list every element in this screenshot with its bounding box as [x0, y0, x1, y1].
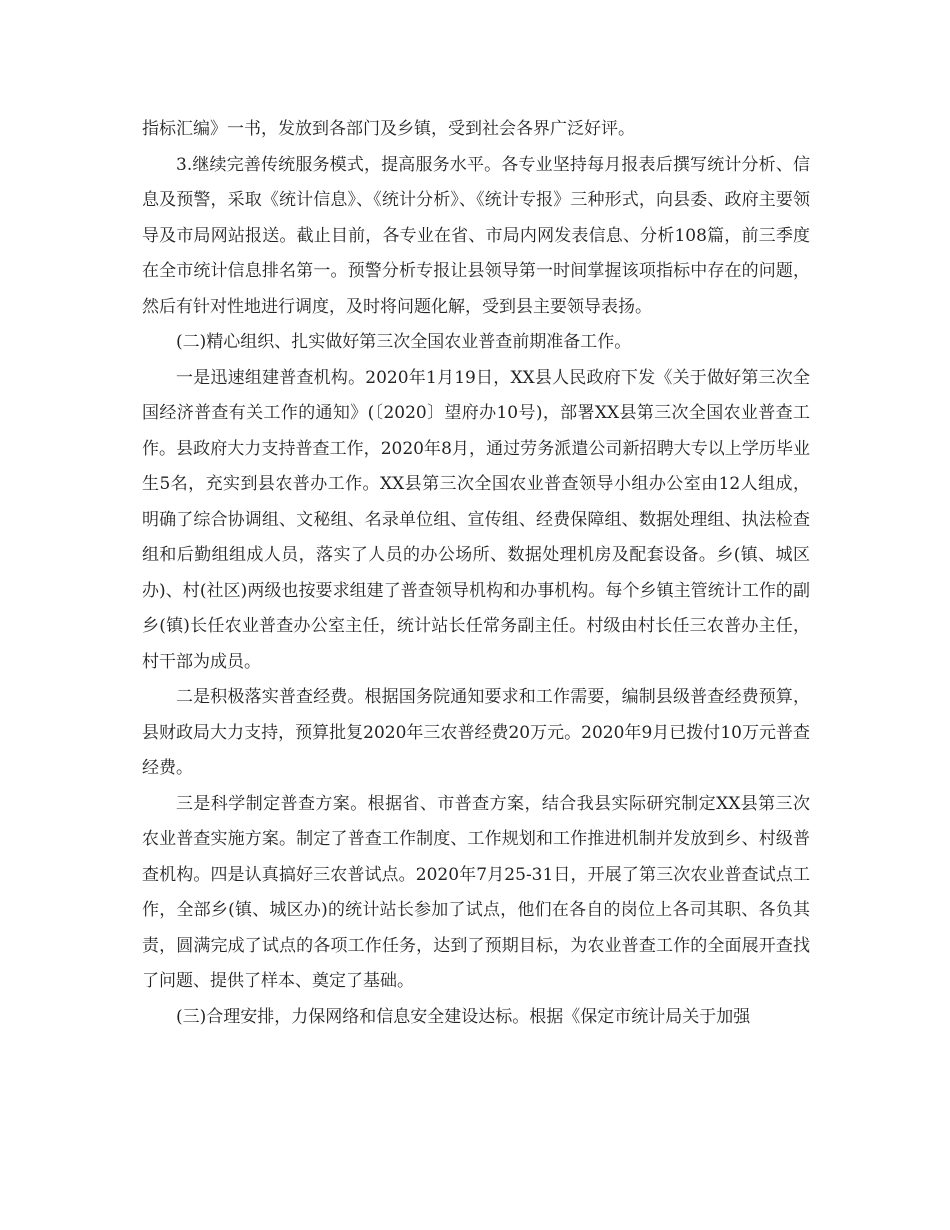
- section-heading-3: (三)合理安排，力保网络和信息安全建设达标。根据《保定市统计局关于加强: [176, 1006, 751, 1027]
- section-heading-2: (二)精心组织、扎实做好第三次全国农业普查前期准备工作。: [176, 332, 632, 352]
- document-body: [142, 112, 810, 1035]
- paragraph-census-plan: 三是科学制定普查方案。根据省、市普查方案，结合我县实际研究制定XX县第三次农业普查实施方案。制定了普查工作制度、工作规划和工作推进机制并发放到乡、村级普查机构。四是认真搞好三农普试点。2020年7月25-31日，开展了第三次农业普查试点工作，全部乡(镇、城区办)的统计站长参加了试点，他们在各自的岗位上各司其职、各负其责，圆满完成了试点的各项工作任务，达到了预期目标，为农业普查工作的全面展开查找了问题、提供了样本、奠定了基础。: [142, 793, 810, 991]
- paragraph-continuation: 指标汇编》一书，发放到各部门及乡镇，受到社会各界广泛好评。: [142, 119, 635, 139]
- paragraph-census-funding: 二是积极落实普查经费。根据国务院通知要求和工作需要，编制县级普查经费预算，县财政局大力支持，预算批复2020年三农普经费20万元。2020年9月已拨付10万元普查经费。: [142, 687, 810, 778]
- paragraph-census-agency: 一是迅速组建普查机构。2020年1月19日，XX县人民政府下发《关于做好第三次全国经济普查有关工作的通知》(〔2020〕望府办10号)，部署XX县第三次全国农业普查工作。县政府大力支持普查工作，2020年8月，通过劳务派遣公司新招聘大专以上学历毕业生5名，充实到县农普办工作。XX县第三次全国农业普查领导小组办公室由12人组成，明确了综合协调组、文秘组、名录单位组、宣传组、经费保障组、数据处理组、执法检查组和后勤组组成人员，落实了人员的办公场所、数据处理机房及配套设备。乡(镇、城区办)、村(社区)两级也按要求组建了普查领导机构和办事机构。每个乡镇主管统计工作的副乡(镇)长任农业普查办公室主任，统计站长任常务副主任。村级由村长任三农普办主任，村干部为成员。: [142, 367, 810, 672]
- paragraph-service-mode: 3.继续完善传统服务模式，提高服务水平。各专业坚持每月报表后撰写统计分析、信息及预警，采取《统计信息》、《统计分析》、《统计专报》三种形式，向县委、政府主要领导及市局网站报送。截止目前，各专业在省、市局内网发表信息、分析108篇，前三季度在全市统计信息排名第一。预警分析专报让县领导第一时间掌握该项指标中存在的问题，然后有针对性地进行调度，及时将问题化解，受到县主要领导表扬。: [142, 154, 810, 317]
